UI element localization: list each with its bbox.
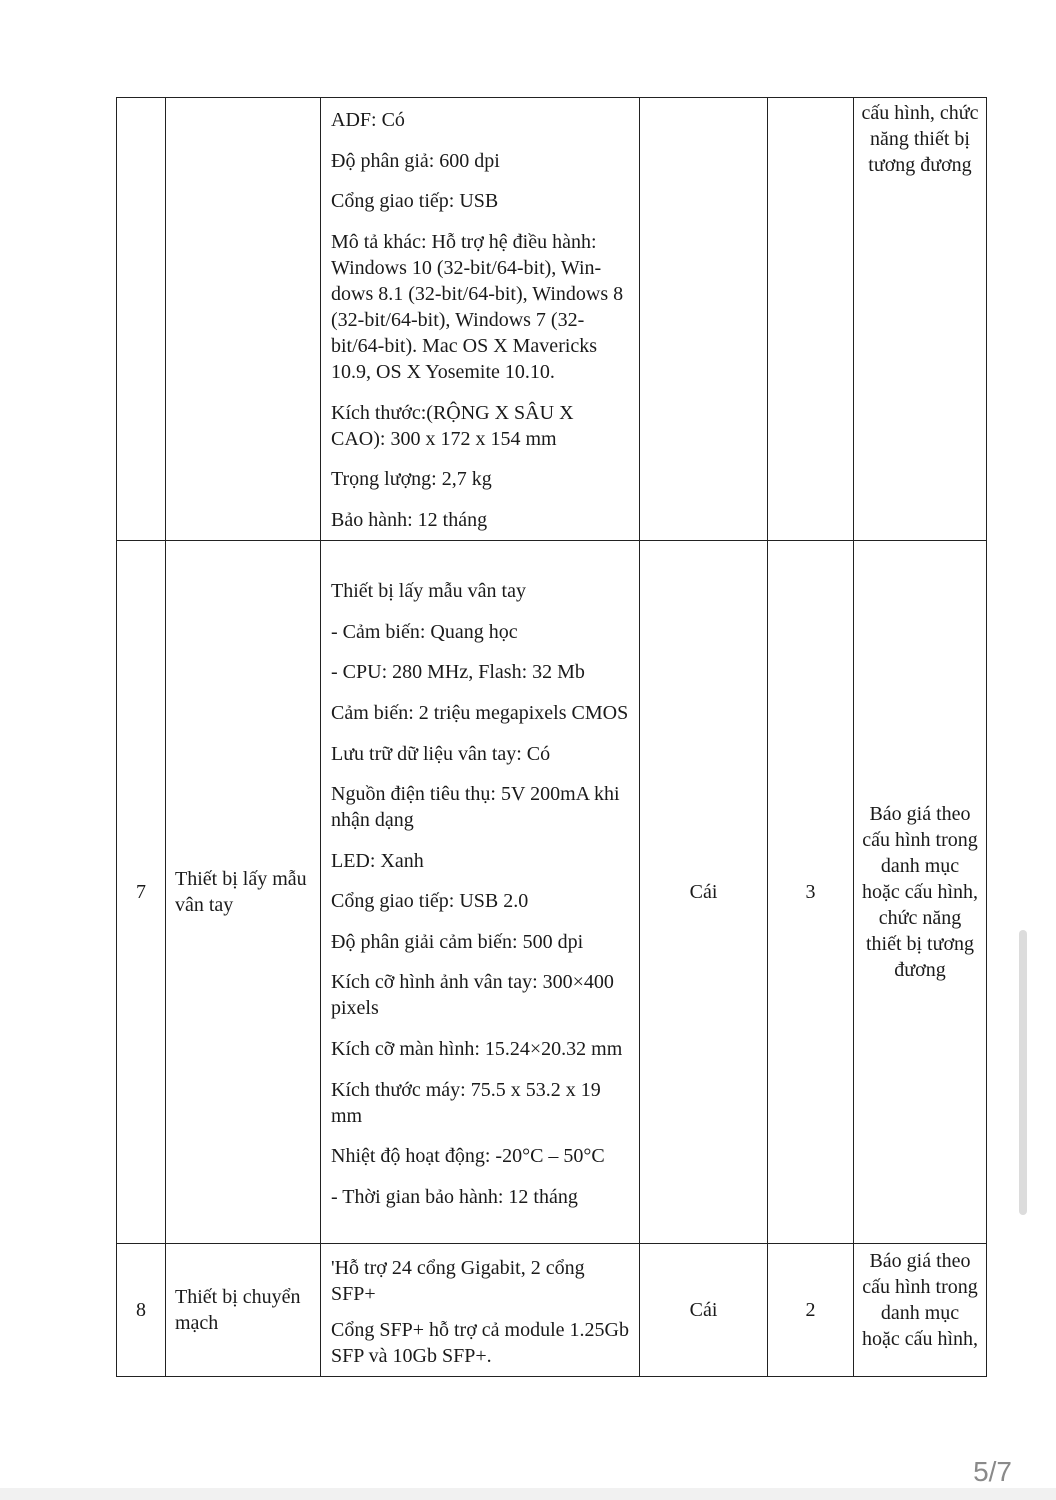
spec-line: Độ phân giả: 600 dpi [331, 149, 500, 172]
spec-line: Nhiệt độ hoạt động: -20°C – 50°C [331, 1145, 605, 1168]
spec-line: Trọng lượng: 2,7 kg [331, 468, 492, 491]
item-quantity: 3 [768, 541, 854, 1244]
row-number: 8 [117, 1244, 166, 1377]
item-spec-cell [321, 1244, 640, 1377]
spec-line: Kích thước máy: 75.5 x 53.2 x 19 mm [331, 1078, 601, 1127]
table-row [117, 98, 987, 541]
table-row [117, 1244, 987, 1377]
item-unit: Cái [640, 541, 768, 1244]
item-name: Thiết bị chuyển mạch [166, 1244, 321, 1377]
spec-line: - CPU: 280 MHz, Flash: 32 Mb [331, 661, 585, 684]
spec-line: Kích thước:(RỘNG X SÂU X CAO): 300 x 172 x 154 mm [331, 401, 574, 450]
page-indicator: 5/7 [973, 1456, 1012, 1487]
row-number: 7 [117, 541, 166, 1244]
spec-line: ADF: Có [331, 109, 405, 132]
item-spec-cell [321, 98, 640, 541]
item-spec-cell [321, 541, 640, 1244]
item-unit: Cái [640, 1244, 768, 1377]
table-row [117, 541, 987, 1244]
spec-line: Kích cỡ hình ảnh vân tay: 300×400 pixels [331, 971, 614, 1020]
item-unit [640, 98, 768, 541]
spec-line: Độ phân giải cảm biến: 500 dpi [331, 930, 584, 953]
spec-line: 'Hỗ trợ 24 cổng Gigabit, 2 cổng SFP+ [331, 1257, 585, 1305]
spec-line: Thiết bị lấy mẫu vân tay [331, 580, 526, 603]
row-number [117, 98, 166, 541]
spec-line: Cảm biến: 2 triệu megapixels CMOS [331, 701, 629, 724]
item-note: Báo giá theo cấu hình trong danh mục hoặc cấu hình, chức năng thiết bị tương đương [854, 541, 987, 1244]
spec-line: Mô tả khác: Hỗ trợ hệ điều hành: Windows 10 (32-bit/64-bit), Win-dows 8.1 (32-bit/64-bit), Windows 8 (32-bit/64-bit), Windows 7 (32-bit/64-bit). Mac OS X Mavericks 10.9, OS X Yosemite 10.10. [331, 231, 624, 383]
item-quantity: 2 [768, 1244, 854, 1377]
item-note: cấu hình, chức năng thiết bị tương đương [854, 98, 987, 541]
viewer-bottom-bar [0, 1488, 1056, 1500]
spec-line: - Thời gian bảo hành: 12 tháng [331, 1185, 578, 1208]
item-note: Báo giá theo cấu hình trong danh mục hoặc cấu hình, [854, 1244, 987, 1377]
spec-line: Kích cỡ màn hình: 15.24×20.32 mm [331, 1038, 623, 1061]
spec-line: LED: Xanh [331, 849, 424, 872]
spec-line: - Cảm biến: Quang học [331, 620, 518, 643]
spec-line: Cổng giao tiếp: USB 2.0 [331, 890, 529, 913]
scrollbar-thumb[interactable] [1019, 930, 1027, 1215]
spec-line: Cổng SFP+ hỗ trợ cả module 1.25Gb SFP và 10Gb SFP+. [331, 1319, 629, 1367]
item-quantity [768, 98, 854, 541]
spec-line: Lưu trữ dữ liệu vân tay: Có [331, 742, 551, 765]
item-name: Thiết bị lấy mẫu vân tay [166, 541, 321, 1244]
item-name [166, 98, 321, 541]
spec-line: Nguồn điện tiêu thụ: 5V 200mA khi nhận dạng [331, 783, 620, 832]
equipment-spec-table [116, 97, 987, 1377]
spec-line: Bảo hành: 12 tháng [331, 508, 488, 531]
spec-line: Cổng giao tiếp: USB [331, 190, 499, 213]
